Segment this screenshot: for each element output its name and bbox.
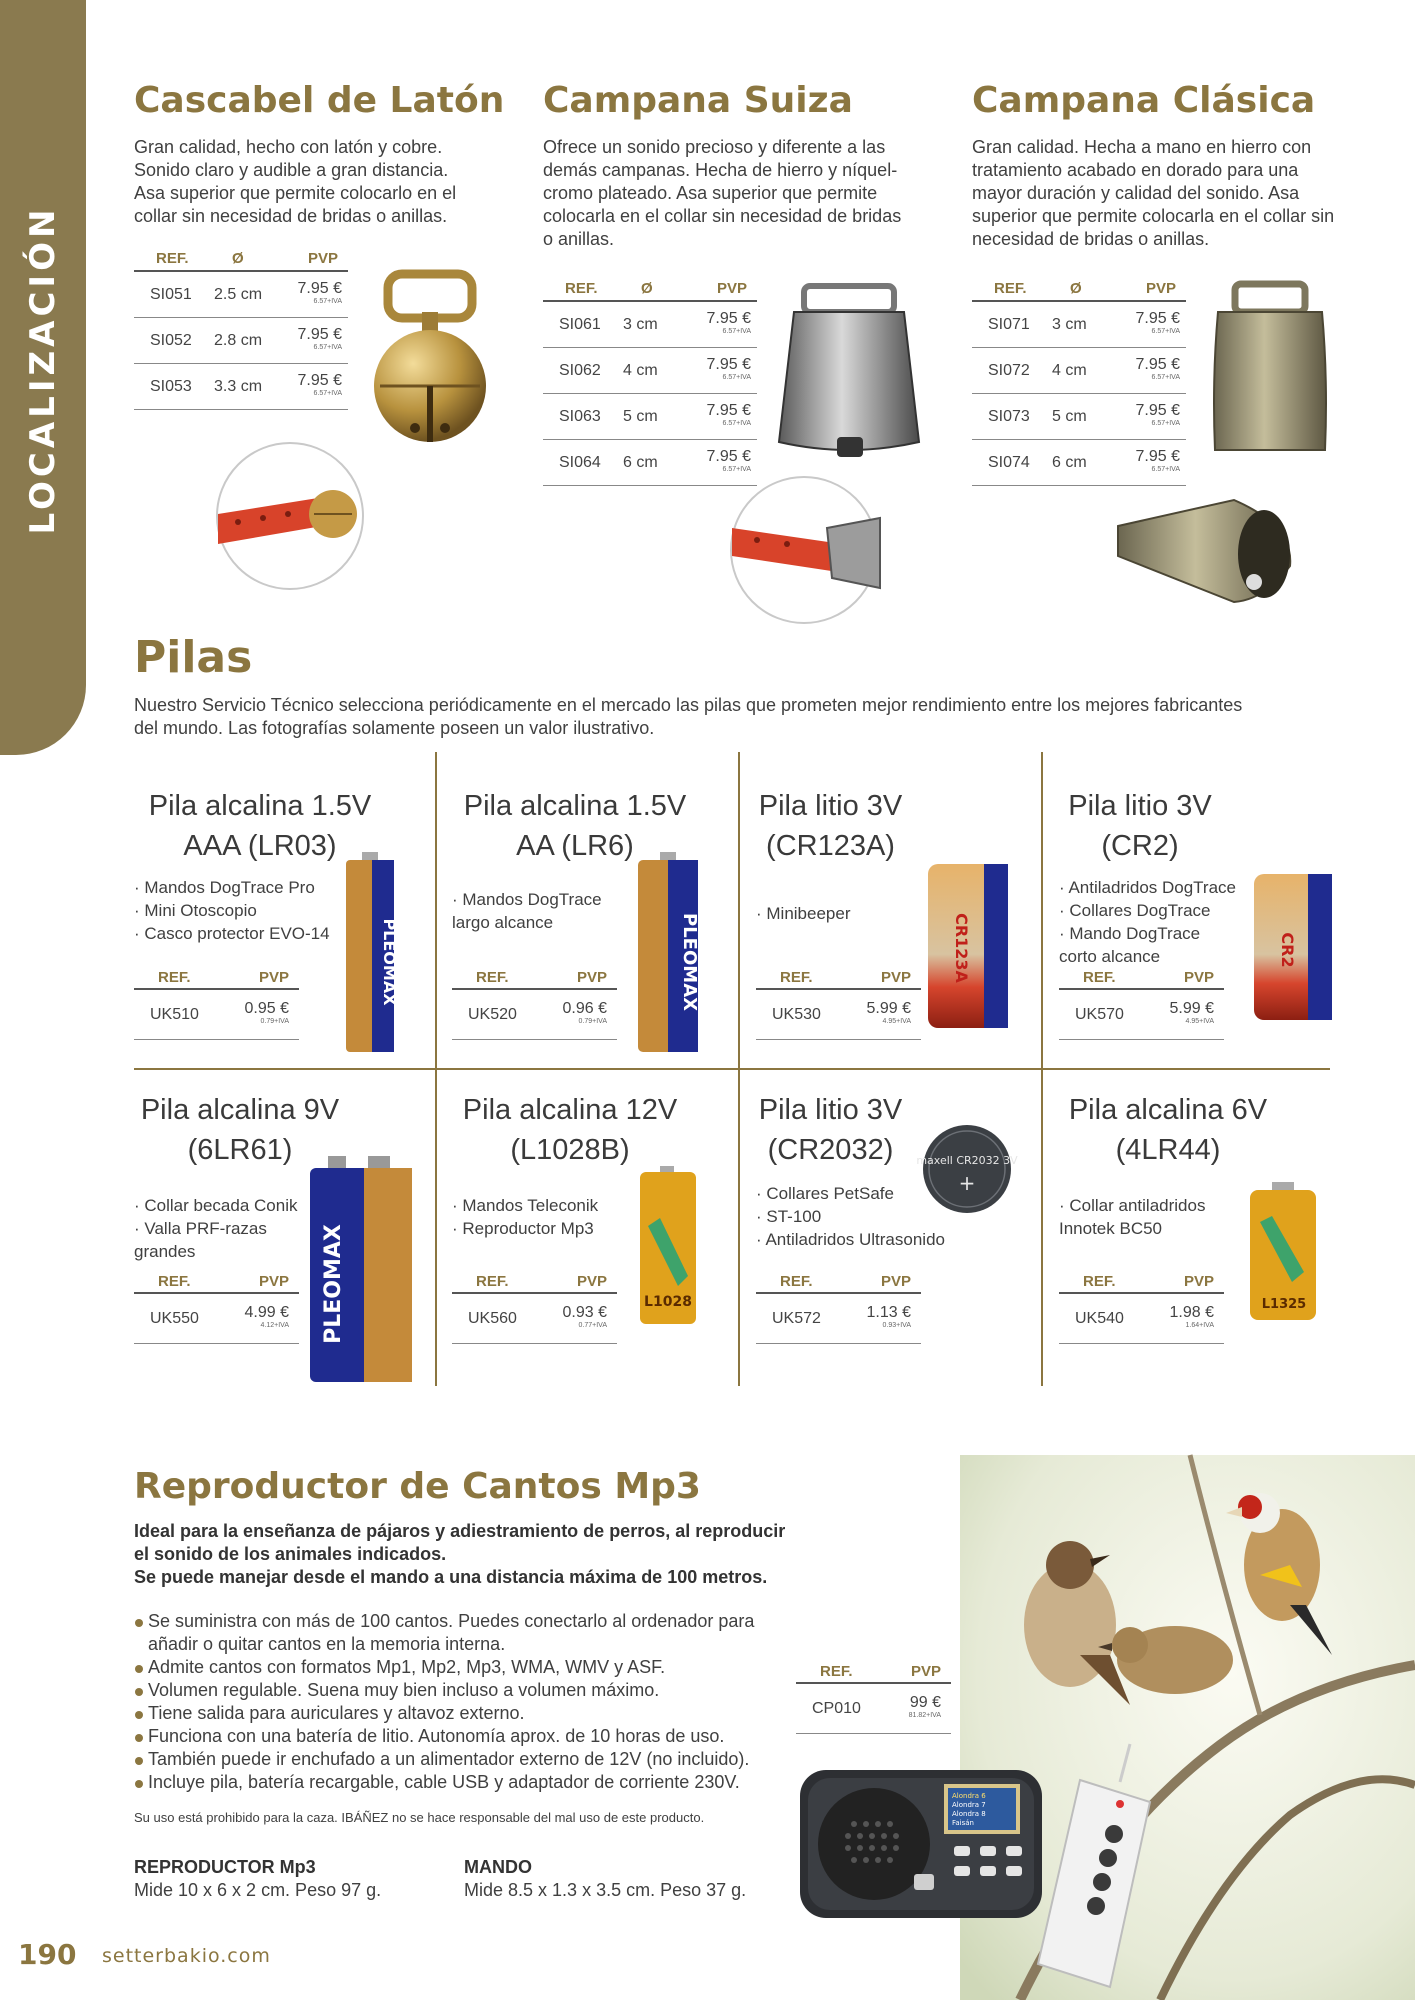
table-row: SI074 6 cm 7.95 € 6.57+IVA — [972, 440, 1186, 486]
screen-line: Faisán — [952, 1819, 974, 1827]
table-row: UK572 1.13 € 0.93+IVA — [756, 1294, 921, 1344]
table-row: SI073 5 cm 7.95 € 6.57+IVA — [972, 394, 1186, 440]
battery-cr123a-image — [926, 858, 1010, 1030]
battery-label: maxell CR2032 3V — [916, 1154, 1018, 1167]
mp3-player-image — [796, 1764, 1046, 1924]
price-table: REF. PVP CP010 99 € 81.82+IVA — [796, 1660, 951, 1734]
battery-label: L1028 — [644, 1294, 692, 1310]
table-row: UK540 1.98 € 1.64+IVA — [1059, 1294, 1224, 1344]
battery-uses: · Collares PetSafe · ST-100 · Antiladridos Ultrasonido — [756, 1184, 945, 1249]
section-tab-label: LOCALIZACIÓN — [23, 205, 63, 535]
table-row: UK510 0.95 € 0.79+IVA — [134, 990, 299, 1040]
grid-divider — [134, 1068, 1330, 1070]
price-table: REF. PVP UK510 0.95 € 0.79+IVA — [134, 966, 299, 1040]
battery-cr2032-image — [916, 1124, 1018, 1214]
table-row: UK560 0.93 € 0.77+IVA — [452, 1294, 617, 1344]
battery-name: Pila alcalina 9V (6LR61) — [140, 1094, 340, 1166]
table-row: SI052 2.8 cm 7.95 € 6.57+IVA — [134, 318, 348, 364]
price-table: REF. PVP UK530 5.99 € 4.95+IVA — [756, 966, 921, 1040]
price-table: REF. PVP UK540 1.98 € 1.64+IVA — [1059, 1270, 1224, 1344]
table-row: SI061 3 cm 7.95 € 6.57+IVA — [543, 302, 757, 348]
screen-line: Alondra 8 — [952, 1810, 986, 1818]
table-row: SI071 3 cm 7.95 € 6.57+IVA — [972, 302, 1186, 348]
list-item: Incluye pila, batería recargable, cable USB y adaptador de corriente 230V. — [134, 1771, 784, 1794]
list-item: Funciona con una batería de litio. Autonomía aprox. de 10 horas de uso. — [134, 1725, 784, 1748]
list-item: Admite cantos con formatos Mp1, Mp2, Mp3, WMA, WMV y ASF. — [134, 1656, 784, 1679]
battery-aaa-image — [344, 852, 399, 1054]
bell-on-collar-image — [216, 442, 364, 590]
classic-bell-image — [1210, 280, 1330, 455]
table-row: UK550 4.99 € 4.12+IVA — [134, 1294, 299, 1344]
section-title: Reproductor de Cantos Mp3 — [134, 1466, 701, 1507]
battery-uses: · Mandos DogTrace Pro · Mini Otoscopio · Casco protector EVO-14 — [134, 878, 330, 943]
table-row: SI051 2.5 cm 7.95 € 6.57+IVA — [134, 272, 348, 318]
table-row: CP010 99 € 81.82+IVA — [796, 1684, 951, 1734]
battery-name: Pila litio 3V (CR2032) — [758, 1094, 903, 1166]
brass-bell-image — [370, 268, 490, 448]
table-row: SI063 5 cm 7.95 € 6.57+IVA — [543, 394, 757, 440]
mp3-lead: Ideal para la enseñanza de pájaros y adiestramiento de perros, al reproducir el sonido de los animales indicados. Se puede manejar desde el mando a una distancia máxima de 100 metros. — [134, 1521, 786, 1587]
product-title: Cascabel de Latón — [134, 80, 505, 121]
product-title: Campana Suiza — [543, 80, 853, 121]
battery-6v-image — [1248, 1182, 1318, 1322]
product-title: Campana Clásica — [972, 80, 1316, 121]
battery-label: PLEOMAX — [679, 913, 700, 1011]
battery-label: PLEOMAX — [321, 1224, 346, 1344]
swiss-bell-image — [774, 282, 924, 462]
price-table: REF. Ø PVP SI051 2.5 cm 7.95 € 6.57+IVA SI052 2.8 cm 7.95 € 6.57+IVA SI053 3.3 cm 7.95 € 6.57+IVA — [134, 246, 348, 410]
screen-line: Alondra 7 — [952, 1801, 986, 1809]
section-title: Pilas — [134, 632, 253, 683]
battery-name: Pila alcalina 1.5V AAA (LR03) — [148, 790, 372, 862]
spec-remote: MANDO Mide 8.5 x 1.3 x 3.5 cm. Peso 37 g. — [464, 1857, 747, 1900]
battery-name: Pila litio 3V (CR123A) — [758, 790, 903, 862]
site-url[interactable]: setterbakio.com — [102, 1945, 271, 1967]
table-row: UK520 0.96 € 0.79+IVA — [452, 990, 617, 1040]
product-description: Gran calidad. Hecha a mano en hierro con tratamiento acabado en dorado para una mayor duración y calidad del sonido. Asa superior que permite colocarla en el collar sin necesidad de bridas o anillas. — [972, 137, 1335, 249]
table-row: UK570 5.99 € 4.95+IVA — [1059, 990, 1224, 1040]
list-item: Volumen regulable. Suena muy bien incluso a volumen máximo. — [134, 1679, 784, 1702]
battery-label: PLEOMAX — [380, 918, 399, 1006]
classic-bell-side-image — [1114, 496, 1304, 606]
product-description: Ofrece un sonido precioso y diferente a las demás campanas. Hecha de hierro y níquel-cromo plateado. Asa superior que permite colocarla en el collar sin necesidad de bridas o anillas. — [543, 137, 902, 249]
table-row: SI072 4 cm 7.95 € 6.57+IVA — [972, 348, 1186, 394]
table-row: SI053 3.3 cm 7.95 € 6.57+IVA — [134, 364, 348, 410]
battery-name: Pila litio 3V (CR2) — [1068, 790, 1212, 862]
battery-uses: · Mandos Teleconik · Reproductor Mp3 — [452, 1196, 599, 1238]
price-table: REF. PVP UK550 4.99 € 4.12+IVA — [134, 1270, 299, 1344]
mp3-features — [134, 1610, 784, 1794]
table-row: SI064 6 cm 7.95 € 6.57+IVA — [543, 440, 757, 486]
disclaimer: Su uso está prohibido para la caza. IBÁÑEZ no se hace responsable del mal uso de este producto. — [134, 1810, 705, 1825]
bell-on-collar-image — [730, 476, 878, 624]
battery-cr2-image — [1252, 870, 1334, 1022]
battery-12v-image — [638, 1166, 698, 1326]
table-row: UK530 5.99 € 4.95+IVA — [756, 990, 921, 1040]
battery-aa-image — [636, 852, 700, 1054]
battery-9v-image — [306, 1154, 416, 1384]
price-table: REF. Ø PVP SI071 3 cm 7.95 € 6.57+IVA SI072 4 cm 7.95 € 6.57+IVA SI073 5 cm 7.95 € 6.57+IVA SI074 6 cm 7.95 € 6.57+IVA — [972, 276, 1186, 486]
list-item: También puede ir enchufado a un alimentador externo de 12V (no incluido). — [134, 1748, 784, 1771]
battery-uses: · Collar antiladridos Innotek BC50 — [1059, 1196, 1206, 1238]
battery-uses: · Minibeeper — [756, 904, 851, 923]
price-table: REF. PVP UK520 0.96 € 0.79+IVA — [452, 966, 617, 1040]
battery-name: Pila alcalina 1.5V AA (LR6) — [463, 790, 687, 862]
spec-player: REPRODUCTOR Mp3 Mide 10 x 6 x 2 cm. Peso 97 g. — [134, 1857, 382, 1900]
battery-label: CR123A — [952, 913, 971, 983]
list-item: Tiene salida para auriculares y altavoz externo. — [134, 1702, 784, 1725]
battery-uses: · Antiladridos DogTrace · Collares DogTrace · Mando DogTrace corto alcance — [1059, 878, 1237, 966]
battery-uses: · Mandos DogTrace largo alcance — [452, 890, 602, 932]
battery-label: L1325 — [1261, 1297, 1307, 1312]
battery-name: Pila alcalina 12V (L1028B) — [462, 1094, 678, 1166]
product-description: Gran calidad, hecho con latón y cobre. Sonido claro y audible a gran distancia. Asa superior que permite colocarlo en el collar sin necesidad de bridas o anillas. — [134, 137, 457, 226]
battery-uses: · Collar becada Conik · Valla PRF-razas grandes — [134, 1196, 298, 1261]
screen-line: Alondra 6 — [952, 1792, 986, 1800]
price-table: REF. PVP UK560 0.93 € 0.77+IVA — [452, 1270, 617, 1344]
price-table: REF. Ø PVP SI061 3 cm 7.95 € 6.57+IVA SI062 4 cm 7.95 € 6.57+IVA SI063 5 cm 7.95 € 6.57+IVA SI064 6 cm 7.95 € 6.57+IVA — [543, 276, 757, 486]
price-table: REF. PVP UK570 5.99 € 4.95+IVA — [1059, 966, 1224, 1040]
battery-name: Pila alcalina 6V (4LR44) — [1068, 1094, 1268, 1166]
section-intro: Nuestro Servicio Técnico selecciona periódicamente en el mercado las pilas que prometen mejor rendimiento entre los mejores fabricantes del mundo. Las fotografías solamente poseen un valor ilustrativo. — [134, 695, 1243, 738]
page-number: 190 — [18, 1938, 77, 1971]
remote-control-image — [1030, 1742, 1160, 1992]
price-table: REF. PVP UK572 1.13 € 0.93+IVA — [756, 1270, 921, 1344]
list-item: Se suministra con más de 100 cantos. Puedes conectarlo al ordenador para añadir o quitar cantos en la memoria interna. — [134, 1610, 784, 1656]
svg-text:+: + — [958, 1171, 976, 1195]
battery-label: CR2 — [1278, 932, 1297, 968]
table-row: SI062 4 cm 7.95 € 6.57+IVA — [543, 348, 757, 394]
